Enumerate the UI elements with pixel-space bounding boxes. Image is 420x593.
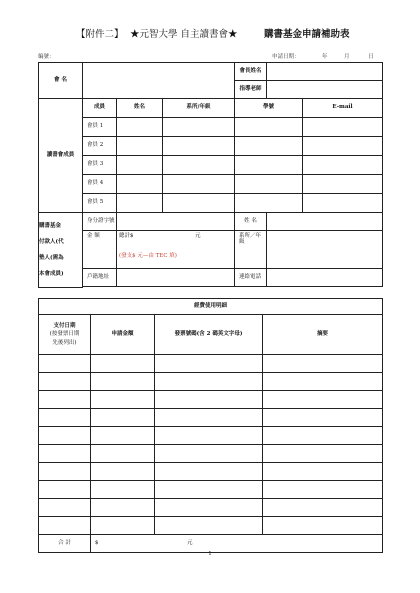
member-id-field[interactable] [235,118,303,137]
member-dept-field[interactable] [163,175,235,194]
expense-cell[interactable] [91,391,155,409]
id-number-label: 身分證字號 [83,213,117,231]
payee-side-label [39,213,83,288]
expense-cell[interactable] [263,481,383,499]
total-currency: $ [95,540,99,546]
contact-field[interactable] [267,269,383,287]
member-row-label: 會員 5 [83,194,117,213]
expense-cell[interactable] [263,499,383,517]
expense-table [38,298,383,553]
expense-cell[interactable] [39,463,91,481]
expense-cell[interactable] [263,463,383,481]
expense-cell[interactable] [155,481,263,499]
expense-cell[interactable] [39,373,91,391]
date-col-sub: (按發票日期 [49,331,80,338]
member-id-field[interactable] [235,175,303,194]
yuan-label: 元 [195,233,201,239]
members-col-email: E-mail [303,99,383,118]
expense-cell[interactable] [263,517,383,535]
date-col-header [39,315,91,355]
expense-cell[interactable] [39,481,91,499]
member-email-field[interactable] [303,156,383,175]
member-email-field[interactable] [303,175,383,194]
advisor-label: 指導老師 [235,81,267,99]
tec-note: (發支$ 元—由 TEC 填) [119,253,177,259]
month-label: 月 [344,54,350,60]
expense-cell[interactable] [263,391,383,409]
expense-cell[interactable] [263,445,383,463]
expense-cell[interactable] [91,355,155,373]
expense-cell[interactable] [155,445,263,463]
member-id-field[interactable] [235,137,303,156]
date-col-title: 支付日期 [53,323,76,330]
expense-cell[interactable] [155,373,263,391]
expense-cell[interactable] [263,373,383,391]
amount-label: 金 額 [83,231,117,269]
payee-name-label: 姓 名 [235,213,267,231]
expense-cell[interactable] [39,445,91,463]
member-name-field[interactable] [117,194,163,213]
members-col-id: 學號 [235,99,303,118]
payee-dept-label: 系所／年級 [235,231,267,269]
address-field[interactable] [117,269,235,287]
total-yuan: 元 [187,540,193,546]
expense-cell[interactable] [155,409,263,427]
expense-cell[interactable] [91,499,155,517]
serial-label: 編號： [38,54,55,60]
expense-cell[interactable] [91,427,155,445]
address-label: 戶籍地址 [83,269,117,287]
member-row-label: 會員 3 [83,156,117,175]
expense-cell[interactable] [155,391,263,409]
apply-date-label: 申請日期： [272,54,300,60]
member-email-field[interactable] [303,194,383,213]
payee-side-line: 本會成員) [39,270,64,277]
group-name-field[interactable] [83,63,235,99]
expense-cell[interactable] [91,517,155,535]
form-title: 購書基金申請補助表 [264,29,350,40]
member-email-field[interactable] [303,137,383,156]
advisor-field[interactable] [267,81,383,99]
leader-label: 會長姓名 [235,63,267,81]
expense-cell[interactable] [263,427,383,445]
members-col-name: 姓名 [117,99,163,118]
member-email-field[interactable] [303,118,383,137]
member-name-field[interactable] [117,175,163,194]
expense-cell[interactable] [263,355,383,373]
expense-cell[interactable] [91,409,155,427]
payee-dept-field[interactable] [267,231,383,269]
payee-side-line: 購書基金 [39,223,62,229]
invoice-col-header: 發票號碼(含 2 碼英文字母) [155,315,263,355]
expense-cell[interactable] [39,499,91,517]
member-dept-field[interactable] [163,194,235,213]
contact-label: 連絡電話 [235,269,267,287]
total-amount-field[interactable] [91,535,383,553]
expense-cell[interactable] [39,517,91,535]
member-dept-field[interactable] [163,118,235,137]
payee-side-line: 付款人(代 [39,238,64,245]
total-row-label: 合 計 [39,535,91,553]
expense-section-title: 經費使用明細 [39,299,383,315]
member-name-field[interactable] [117,118,163,137]
day-label: 日 [368,54,374,60]
payee-side-line: 墊人(需為 [39,254,64,261]
member-name-field[interactable] [117,156,163,175]
expense-cell[interactable] [91,463,155,481]
expense-cell[interactable] [155,355,263,373]
expense-cell[interactable] [263,409,383,427]
member-row-label: 會員 1 [83,118,117,137]
member-row-label: 會員 4 [83,175,117,194]
members-col-member: 成員 [83,99,117,118]
member-row-label: 會員 2 [83,137,117,156]
expense-cell[interactable] [91,445,155,463]
year-label: 年 [322,54,328,60]
leader-field[interactable] [267,63,383,81]
expense-cell[interactable] [39,391,91,409]
amount-field[interactable] [117,231,235,269]
org-name: ★元智大學 自主讀書會★ [130,29,238,40]
members-side-label: 讀書會成員 [39,99,83,213]
member-id-field[interactable] [235,156,303,175]
expense-cell[interactable] [155,517,263,535]
expense-cell[interactable] [155,427,263,445]
expense-cell[interactable] [91,373,155,391]
total-label: 總計$ [119,233,134,239]
member-id-field[interactable] [235,194,303,213]
expense-cell[interactable] [39,427,91,445]
member-dept-field[interactable] [163,137,235,156]
group-name-label: 會 名 [39,63,83,99]
member-name-field[interactable] [117,137,163,156]
application-form-table [38,62,383,288]
members-col-dept: 系所/年級 [163,99,235,118]
member-dept-field[interactable] [163,156,235,175]
summary-col-header: 摘要 [263,315,383,355]
expense-cell[interactable] [39,409,91,427]
page-number: 1 [208,551,212,557]
attachment-label: 【附件二】 [76,29,124,40]
id-number-field[interactable] [117,213,235,231]
expense-cell[interactable] [39,355,91,373]
payee-name-field[interactable] [267,213,383,231]
date-col-sub: 先後列出) [52,339,77,346]
expense-cell[interactable] [91,481,155,499]
amount-col-header: 申請金額 [91,315,155,355]
expense-cell[interactable] [155,499,263,517]
expense-cell[interactable] [155,463,263,481]
